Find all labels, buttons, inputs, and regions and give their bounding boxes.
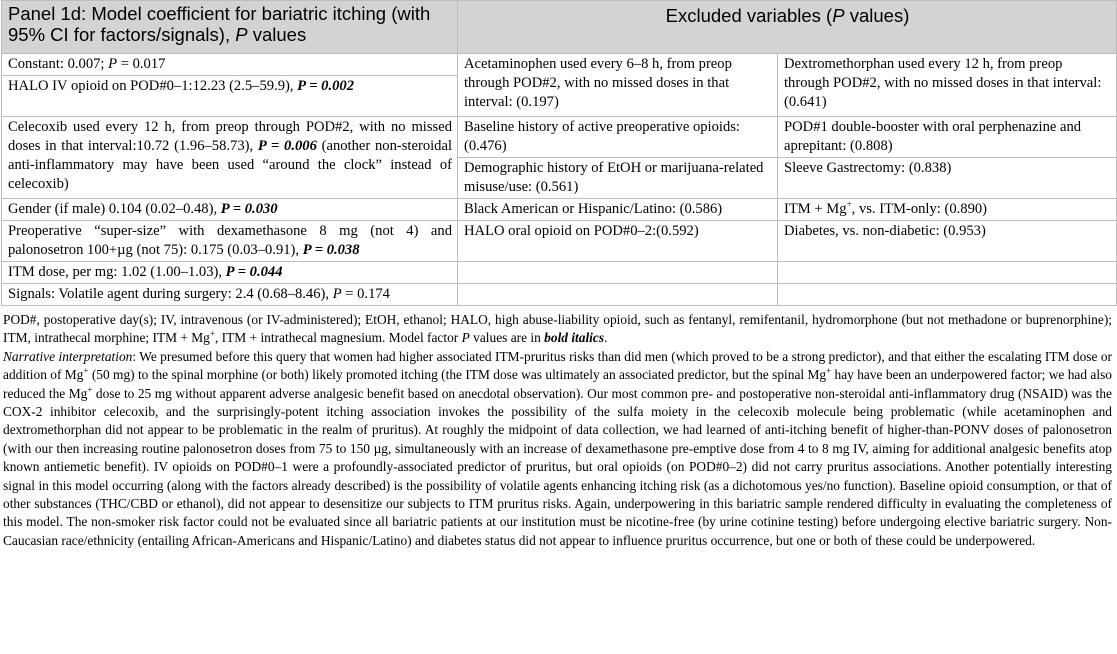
narrative-interpretation: Narrative interpretation: We presumed before this query that women had higher associated ITM-pruritus risks than did men (which proved to be a strong predictor), and that either the escalating ITM dose or addition of Mg+ (50 mg) to the spinal morphine (or both) likely promoted itching (the ITM dose was ultimately an associated predictor, but the spinal Mg+ hay have been an underpowered factor; we had also reduced the Mg+ dose to 25 mg without apparent adverse analgesic benefit based on anecdotal observation). Our most common pre- and postoperative non-steroidal anti-inflammatory drug (NSAID) was the COX-2 inhibitor celecoxib, and the surprisingly-potent itching association invokes the possibility of the sulfa moiety in the celecoxib molecule being problematic (while acetaminophen and dextromethorphan did not appear to be problematic in the realm of pruritus). At roughly the midpoint of data collection, we had learned of anti-itching benefit of higher-than-PONV doses of palonosetron (with our then increasing routine palonosetron doses from 75 to 150 µg, simultaneously with an increase of dexamethasone pre-emptive dose from 4 to 8 mg IV, aiming for additional analgesic benefits atop known antiemetic benefit). IV opioids on POD#0–1 were a profoundly-associated predictor of pruritus, but oral opioids (on POD#0–2) did not carry pruritus associations. Another potentially interesting signal in this model occurring (along with the factors already described) is the possibility of volatile agents enhancing itching risk (as a dichotomous yes/no function). Baseline opioid consumption, or that of other substances (THC/CBD or ethanol), did not appear to desensitize our subjects to ITM pruritus risks. Again, underpowering in this bariatric sample rendered difficulty in evaluating the completeness of this model. The non-smoker risk factor could not be evaluated since all bariatric patients at our institution must be nicotine-free (by urine cotinine testing) before undergoing elective bariatric surgery. Non-Caucasian race/ethnicity (entailing African-Americans and Hispanic/Latino) and diabetes status did not appear to influence pruritus occurrence, but one or both of these could be underpowered. (3, 348, 1112, 548)
cell-halo-oral: HALO oral opioid on POD#0–2:(0.592) (458, 221, 778, 262)
abbreviations-note: POD#, postoperative day(s); IV, intravenous (or IV-administered); EtOH, ethanol; HALO, high abuse-liability opioid, such as fentanyl, remifentanil, hydromorphone (but not methadone or buprenorphine); ITM, intrathecal morphine; ITM + Mg+, ITM + intrathecal magnesium. Model factor P values are in bold italics. (3, 312, 1112, 346)
cell-gender: Gender (if male) 0.104 (0.02–0.48), P = 0.030 (2, 199, 458, 221)
cell-race: Black American or Hispanic/Latino: (0.586) (458, 199, 778, 221)
cell-empty (458, 262, 778, 284)
cell-etoh: Demographic history of EtOH or marijuana-related misuse/use: (0.561) (458, 158, 778, 199)
table-row (2, 54, 1117, 76)
cell-diabetes: Diabetes, vs. non-diabetic: (0.953) (778, 221, 1117, 262)
cell-empty (778, 262, 1117, 284)
table-row (2, 117, 1117, 158)
cell-itm-dose: ITM dose, per mg: 1.02 (1.00–1.03), P = 0.044 (2, 262, 458, 284)
cell-halo-iv: HALO IV opioid on POD#0–1:12.23 (2.5–59.9), P = 0.002 (2, 76, 458, 117)
table-row (2, 284, 1117, 306)
cell-sleeve: Sleeve Gastrectomy: (0.838) (778, 158, 1117, 199)
cell-dextromethorphan: Dextromethorphan used every 12 h, from preop through POD#2, with no missed doses in that interval: (0.641) (778, 54, 1117, 117)
table-row (2, 199, 1117, 221)
table-row (2, 262, 1117, 284)
cell-empty (458, 284, 778, 306)
table-header-row (2, 1, 1117, 54)
cell-acetaminophen: Acetaminophen used every 6–8 h, from preop through POD#2, with no missed doses in that interval: (0.197) (458, 54, 778, 117)
cell-constant: Constant: 0.007; P = 0.017 (2, 54, 458, 76)
cell-celecoxib: Celecoxib used every 12 h, from preop through POD#2, with no missed doses in that interval:10.72 (1.96–58.73), P = 0.006 (another non-steroidal anti-inflammatory may have been used “around the clock” instead of celecoxib) (2, 117, 458, 199)
table-row (2, 221, 1117, 262)
table-footnotes (1, 306, 1116, 550)
cell-signals: Signals: Volatile agent during surgery: 2.4 (0.68–8.46), P = 0.174 (2, 284, 458, 306)
cell-baseline-opioids: Baseline history of active preoperative opioids: (0.476) (458, 117, 778, 158)
cell-itm-mg: ITM + Mg+, vs. ITM-only: (0.890) (778, 199, 1117, 221)
cell-supersize: Preoperative “super-size” with dexamethasone 8 mg (not 4) and palonosetron 100+µg (not 75): 0.175 (0.03–0.91), P = 0.038 (2, 221, 458, 262)
cell-empty (778, 284, 1117, 306)
cell-double-booster: POD#1 double-booster with oral perphenazine and aprepitant: (0.808) (778, 117, 1117, 158)
header-model-coefficient: Panel 1d: Model coefficient for bariatric itching (with 95% CI for factors/signals), P values (2, 1, 458, 54)
header-excluded-variables: Excluded variables (P values) (458, 1, 1117, 54)
results-table (1, 0, 1117, 306)
